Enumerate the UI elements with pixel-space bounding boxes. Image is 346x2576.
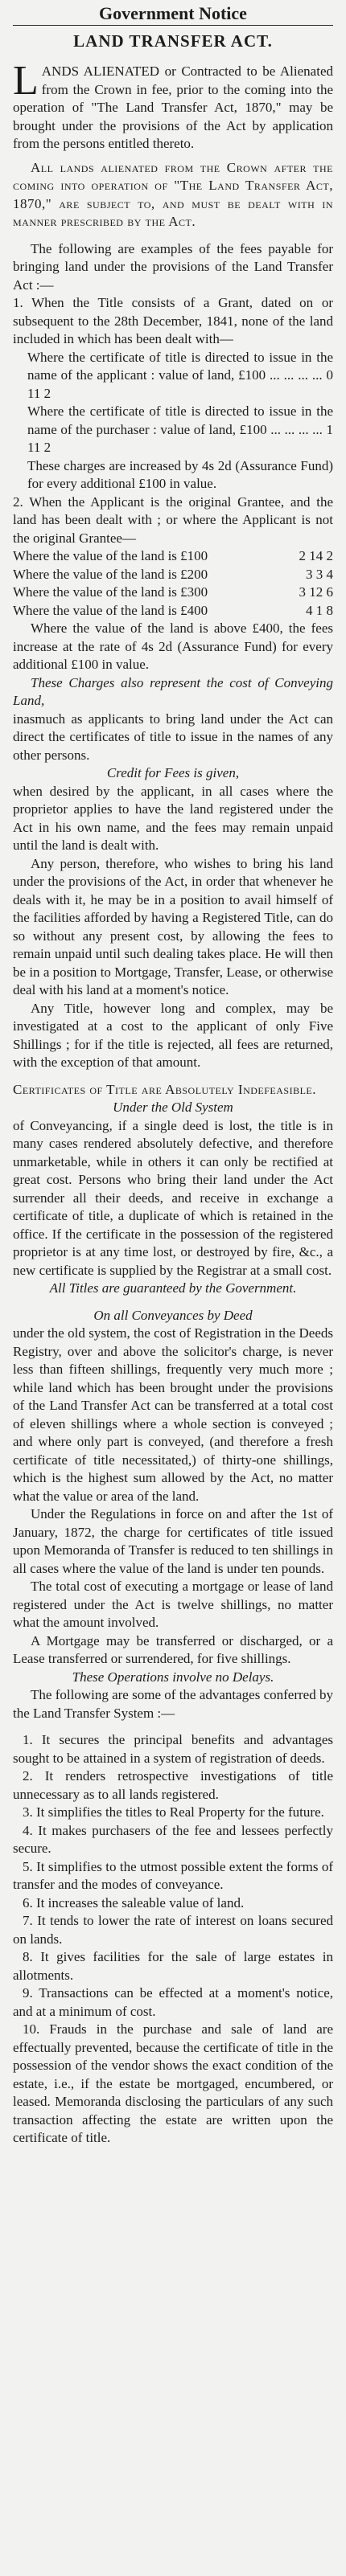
old-system-text: of Conveyancing, if a single deed is lost, the title is in many cases rendered absolutely defective, and therefore unmarketable, while in others it can only be rectified at great cost. Persons who bring their land under the Act surrender all their deeds, and receive in exchange a certificate of title, a duplicate of which is retained in the office. If the certificate in the possession of the registered proprietor is at any time lost, or destroyed by fire, &c., a new certificate is supplied by the Registrar at a small cost. — [13, 1117, 333, 1278]
fees-item-2: 2. When the Applicant is the original Grantee, and the land has been dealt with ; or where the Applicant is not the original Grantee— — [13, 493, 333, 546]
fees-item-1c: These charges are increased by 4s 2d (Assurance Fund) for every additional £100 in value. — [27, 457, 333, 491]
mortgage-paragraph: The total cost of executing a mortgage or lease of land registered under the Act is twelve shillings, no matter what the amount involved. — [13, 1579, 333, 1630]
intro-paragraph — [13, 58, 333, 154]
advantages-list — [13, 1731, 333, 2148]
intro-text: ANDS ALIENATED or Contracted to be Alienated from the Crown in fee, prior to the coming into the operation of "The Land Transfer Act, 1870," may be brought under the provisions of the Act by application from the persons entitled thereto. — [13, 63, 333, 151]
discharge-paragraph: A Mortgage may be transferred or discharged, or a Lease transferred or surrendered, for five shillings. — [13, 1632, 333, 1666]
list-item: 7. It tends to lower the rate of interest on loans secured on lands. — [13, 1913, 333, 1947]
conveyances-text: under the old system, the cost of Registration in the Deeds Registry, over and above the solicitor's charge, is never less than fifteen shillings, frequently very much more ; while land which has been brought under the provisions of the Land Transfer Act can be transferred at a total cost of eleven shillings where a whole section is conveyed ; and where only part is conveyed, (and therefore a fresh certificate of title necessitated,) of thirty-one shillings, which is the highest sum allowed by the Act, no matter what the value or area of the land. — [13, 1325, 333, 1504]
notice-header: Government Notice — [99, 3, 247, 23]
list-item: 2. It renders retrospective investigations of title unnecessary as to all lands registered. — [13, 1768, 333, 1802]
cost-text: inasmuch as applicants to bring land under the Act can direct the certificates of title to issue in the names of any other persons. — [13, 711, 333, 763]
cost-heading: These Charges also represent the cost of Conveying Land, — [13, 674, 333, 708]
old-system-heading: Under the Old System — [113, 1100, 233, 1115]
notice-title: LAND TRANSFER ACT. — [73, 31, 273, 51]
list-item: 8. It gives facilities for the sale of large estates in allotments. — [13, 1949, 333, 1983]
fees-item-1b: Where the certificate of title is directed to issue in the name of the purchaser : value of land, £100 ... ... ... ... 1 11 2 — [27, 403, 333, 455]
fees-item-1a: Where the certificate of title is directed to issue in the name of the applicant : value of land, £100 ... ... ... ... 0 11 2 — [27, 349, 333, 401]
list-item: 6. It increases the saleable value of land. — [23, 1894, 245, 1910]
drop-cap: L — [13, 58, 39, 104]
any-title-paragraph: Any Title, however long and complex, may be investigated at a cost to the applicant of only Five Shillings ; for if the title is rejected, all fees are returned, with the exception of that amount. — [13, 1000, 333, 1070]
list-item: 10. Frauds in the purchase and sale of land are effectually prevented, because the certificate of title in the possession of the vendor shows the exact condition of the estate, i.e., if the estate be mortgaged, encumbered, or leased. Memoranda disclosing the particulars of any such transaction affecting the estate are written upon the certificate of title. — [13, 2021, 333, 2145]
list-item: 3. It simplifies the titles to Real Property for the future. — [23, 1804, 324, 1820]
list-item: 9. Transactions can be effected at a moment's notice, and at a minimum of cost. — [13, 1985, 333, 2019]
fee-row: Where the value of the land is £300 3 12 6 — [13, 584, 333, 600]
scale-paragraph: Under the Regulations in force on and after the 1st of January, 1872, the charge for certificates of title issued upon Memoranda of Transfer is reduced to ten shillings in all cases where the value of the land is under ten pounds. — [13, 1506, 333, 1576]
any-person-paragraph: Any person, therefore, who wishes to bring his land under the provisions of the Act, in order that whenever he deals with it, he may be in a position to avail himself of the facilities afforded by having a Registered Title, can do so without any present cost, by allowing the fees to remain unpaid until such dealing takes place. He will then be in a position to Mortgage, Transfer, Lease, or otherwise deal with his land at a moment's notice. — [13, 855, 333, 997]
fee-row: Where the value of the land is £200 3 3 4 — [13, 566, 333, 582]
advantages-lead: The following are some of the advantages conferred by the Land Transfer System :— — [13, 1687, 333, 1721]
fee-row: Where the value of the land is £400 4 1 8 — [13, 602, 333, 618]
list-item: 1. It secures the principal benefits and advantages sought to be attained in a system of registration of deeds. — [13, 1732, 333, 1766]
list-item: 5. It simplifies to the utmost possible extent the forms of transfer and the modes of conveyance. — [13, 1858, 333, 1892]
guaranteed-line: All Titles are guaranteed by the Government. — [49, 1280, 297, 1296]
credit-heading: Credit for Fees is given, — [106, 765, 240, 780]
fee-row: Where the value of the land is £100 2 14 2 — [13, 548, 333, 563]
fees-item-2-tail: Where the value of the land is above £400, the fees increase at the rate of 4s 2d (Assurance Fund) for every additional £100 in value. — [13, 620, 333, 672]
alienated-paragraph: All lands alienated from the Crown after the coming into operation of "The Land Transfer Act, 1870," are subject to, and must be dealt with in manner prescribed by the Act. — [13, 159, 333, 229]
credit-text: when desired by the applicant, in all cases where the proprietor applies to have the land registered under the Act in his own name, and the fees may remain unpaid until the land is dealt with. — [13, 783, 333, 853]
certificates-heading: Certificates of Title are Absolutely Indefeasible. — [13, 1081, 316, 1097]
fees-lead: The following are examples of the fees payable for bringing land under the provisions of the Land Transfer Act :— — [13, 240, 333, 293]
header-rule — [13, 25, 333, 26]
list-item: 4. It makes purchasers of the fee and lessees perfectly secure. — [13, 1822, 333, 1856]
fees-item-1: 1. When the Title consists of a Grant, dated on or subsequent to the 28th December, 1841, none of the land included in which has been dealt with— — [13, 295, 333, 346]
no-delays-line: These Operations involve no Delays. — [72, 1669, 274, 1685]
conveyances-heading: On all Conveyances by Deed — [93, 1307, 253, 1323]
